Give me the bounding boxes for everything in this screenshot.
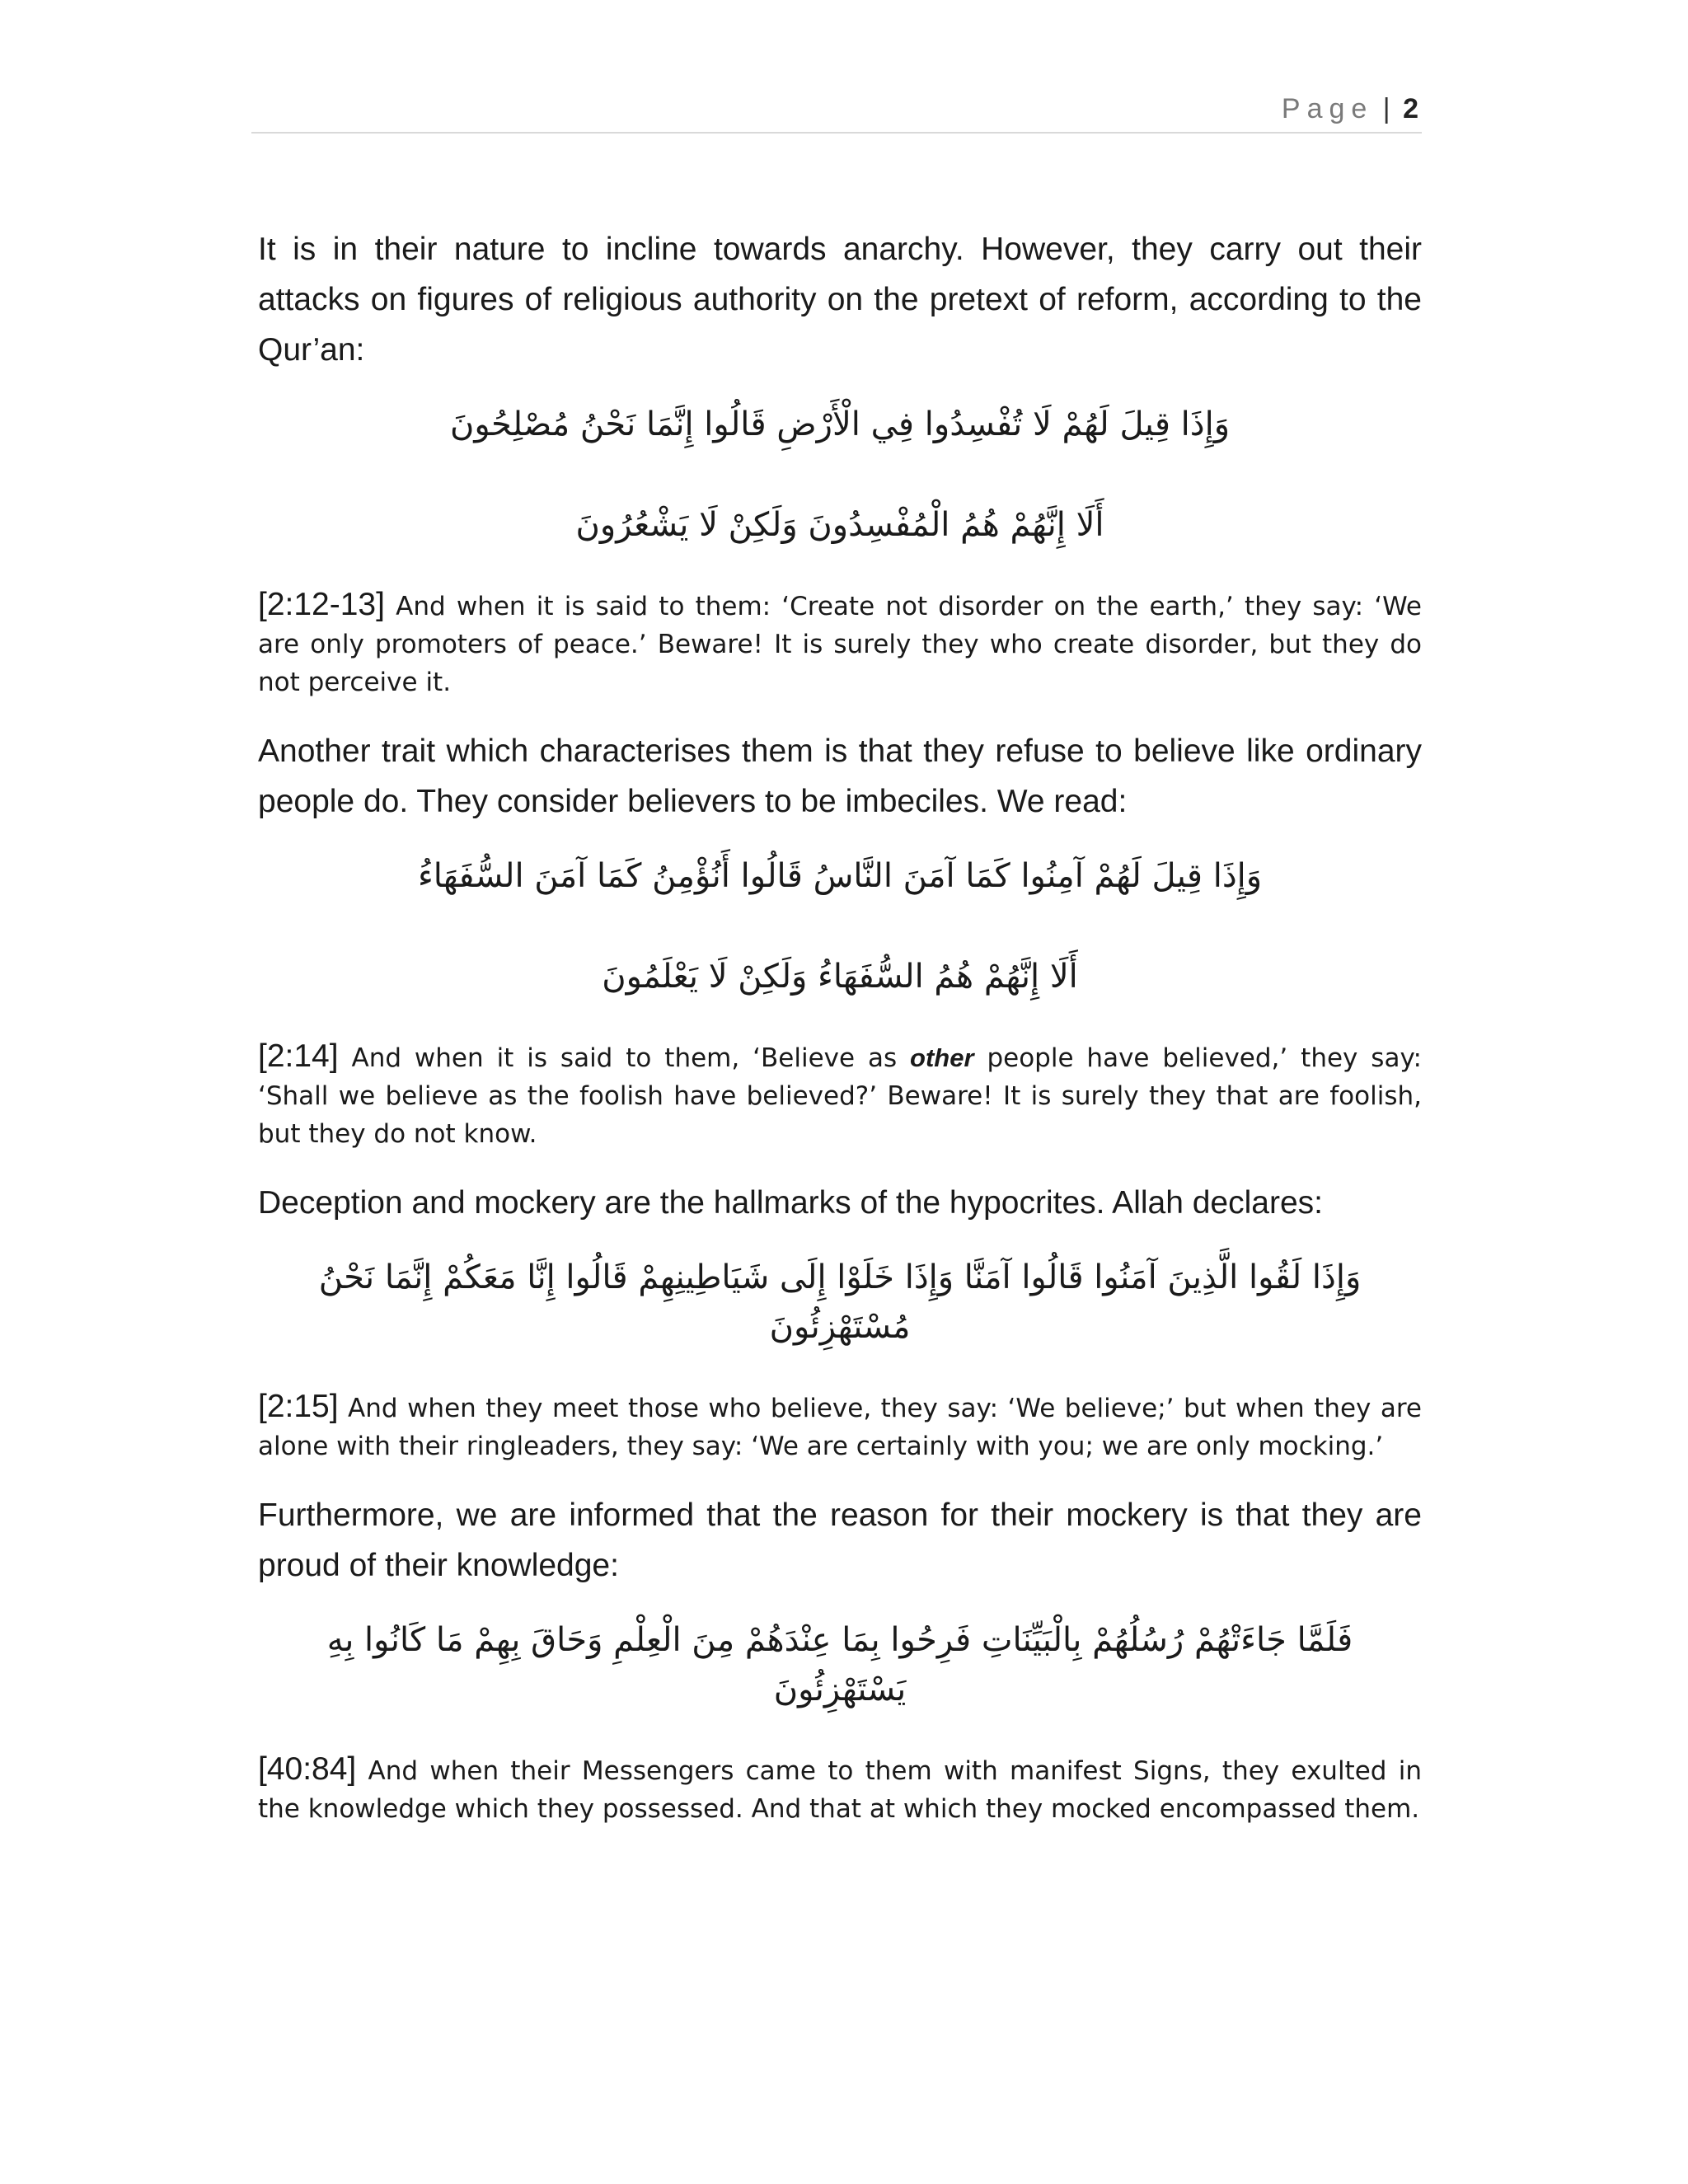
translation-text: And when it is said to them, ‘Believe as — [338, 1043, 911, 1073]
verse-reference: [40:84] — [258, 1751, 357, 1787]
paragraph-1: It is in their nature to incline towards anarchy. However, they carry out their attacks on figures of religious authority on the pretext of reform, according to the Qur’an: — [258, 232, 1422, 368]
arabic-verse-line: فَلَمَّا جَاءَتْهُمْ رُسُلُهُمْ بِالْبَيِّنَاتِ فَرِحُوا بِمَا عِنْدَهُمْ مِنَ الْعِلْمِ وَحَاقَ بِهِمْ مَا كَانُوا بِهِ يَسْتَهْزِئُونَ — [326, 1621, 1353, 1708]
verse-reference: [2:12-13] — [258, 587, 385, 622]
translation-text: And when it is said to them: ‘Create not disorder on the earth,’ they say: ‘We are only promoters of peace.’ Beware! It is surely they who create disorder, but they do not perceive it. — [258, 592, 1422, 697]
paragraph-4: Furthermore, we are informed that the reason for their mockery is that they are proud of their knowledge: — [258, 1497, 1422, 1583]
paragraph-2: Another trait which characterises them is that they refuse to believe like ordinary people do. They consider believers to be imbeciles. We read: — [258, 733, 1422, 819]
arabic-verse-line: وَإِذَا لَقُوا الَّذِينَ آمَنُوا قَالُوا آمَنَّا وَإِذَا خَلَوْا إِلَى شَيَاطِينِهِمْ قَالُوا إِنَّا مَعَكُمْ إِنَّمَا نَحْنُ مُسْتَهْزِئُونَ — [318, 1258, 1362, 1346]
verse-block-1 — [258, 400, 1422, 550]
translation-1 — [258, 586, 1422, 701]
arabic-verse-line: أَلَا إِنَّهُمْ هُمُ الْمُفْسِدُونَ وَلَكِنْ لَا يَشْعُرُونَ — [575, 506, 1104, 544]
page-header — [251, 89, 1422, 134]
page-number: 2 — [1403, 93, 1418, 124]
arabic-verse-line: أَلَا إِنَّهُمْ هُمُ السُّفَهَاءُ وَلَكِنْ لَا يَعْلَمُونَ — [602, 958, 1078, 996]
translation-text: And when they meet those who believe, they say: ‘We believe;’ but when they are alone with their ringleaders, they say: ‘We are certainly with you; we are only mocking.’ — [258, 1394, 1422, 1461]
verse-reference: [2:15] — [258, 1389, 339, 1424]
page-number-label — [1282, 92, 1418, 125]
page-word: Page — [1281, 93, 1374, 124]
arabic-verse-line: وَإِذَا قِيلَ لَهُمْ لَا تُفْسِدُوا فِي الْأَرْضِ قَالُوا إِنَّمَا نَحْنُ مُصْلِحُونَ — [449, 405, 1231, 443]
translation-2 — [258, 1038, 1422, 1153]
verse-block-3 — [258, 1253, 1422, 1352]
translation-4 — [258, 1750, 1422, 1828]
translation-3 — [258, 1388, 1422, 1465]
page-separator: | — [1382, 93, 1390, 124]
verse-block-2 — [258, 851, 1422, 1001]
arabic-verse-line: وَإِذَا قِيلَ لَهُمْ آمِنُوا كَمَا آمَنَ النَّاسُ قَالُوا أَنُؤْمِنُ كَمَا آمَنَ السُّفَهَاءُ — [417, 857, 1263, 895]
translation-text: people have believed,’ they say: ‘Shall we believe as the foolish have believed?’ Beware! It is surely they that are foolish, but they do not know. — [258, 1043, 1422, 1149]
verse-reference: [2:14] — [258, 1038, 339, 1074]
verse-block-4 — [258, 1615, 1422, 1714]
translation-text: And when their Messengers came to them with manifest Signs, they exulted in the knowledge which they possessed. And that at which they mocked encompassed them. — [258, 1756, 1422, 1824]
paragraph-3: Deception and mockery are the hallmarks of the hypocrites. Allah declares: — [258, 1185, 1323, 1221]
document-body — [258, 224, 1422, 1853]
emphasized-word: other — [910, 1043, 974, 1072]
